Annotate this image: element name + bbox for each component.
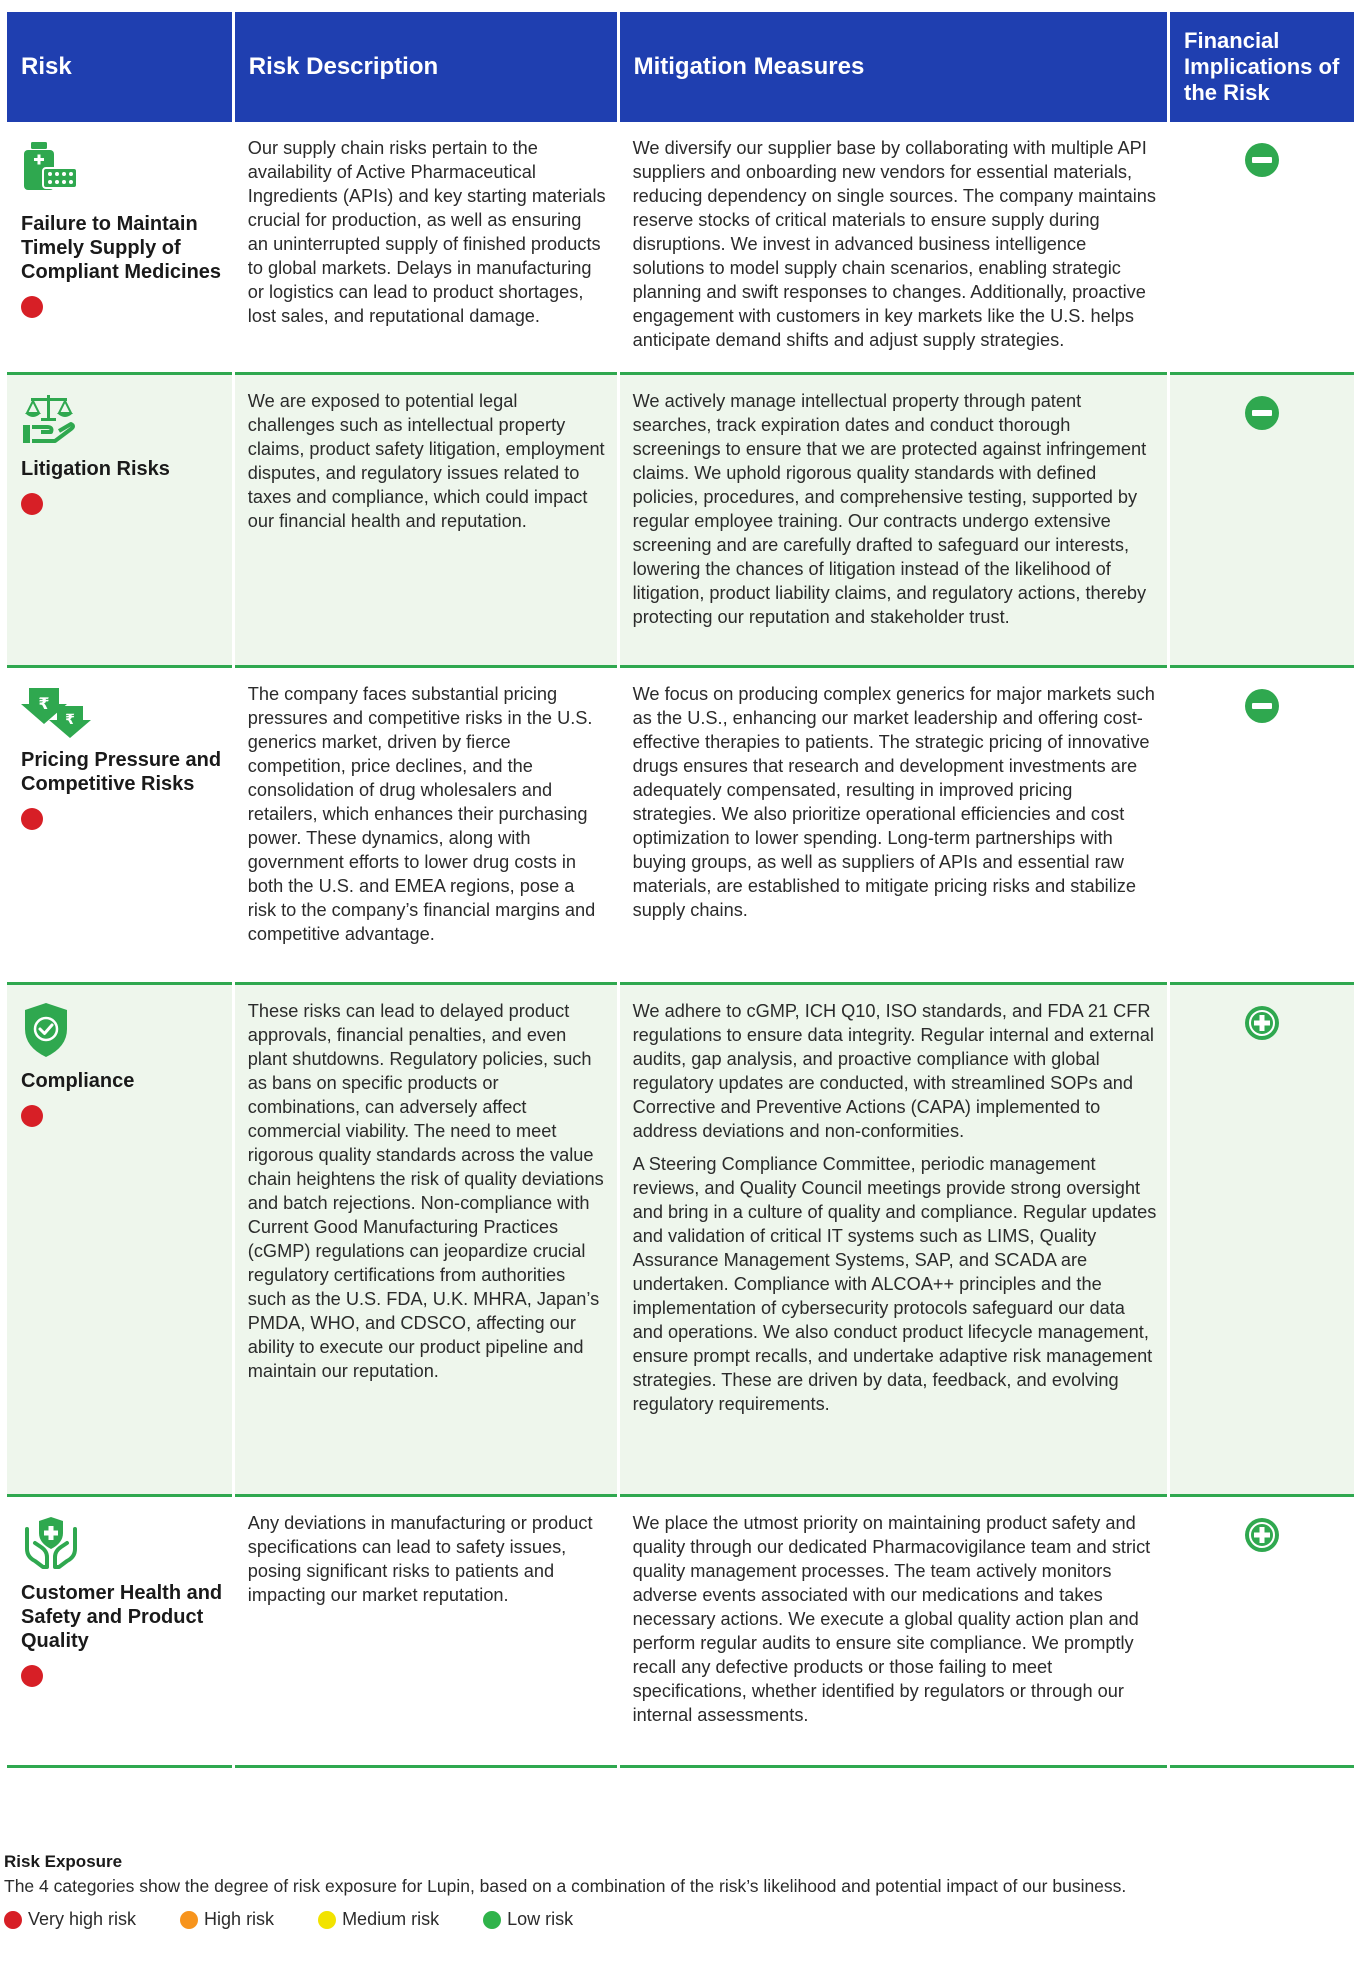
legend-items <box>4 1909 1357 1930</box>
plus-circle-icon <box>1244 1005 1280 1047</box>
mitigation-text: We actively manage intellectual property through patent searches, track expiration dates and conduct thorough screenings to ensure that we are protected against infringement claims. We uphold rigorous quality standards with defined policies, procedures, and comprehensive testing, supported by regular employee training. Our contracts undergo extensive screening and are carefully drafted to safeguard our interests, lowering the chances of litigation instead of the likelihood of litigation, product liability claims, and regulatory actions, thereby protecting our reputation and stakeholder trust. <box>632 391 1147 627</box>
risk-description: These risks can lead to delayed product approvals, financial penalties, and even plant shutdowns. Regulatory policies, such as bans on specific products or combinations, can adversely affect commercial viability. The need to meet rigorous quality standards across the value chain heightens the risk of quality deviations and batch rejections. Non-compliance with Current Good Manufacturing Practices (cGMP) regulations can jeopardize crucial regulatory certifications from authorities such as the U.S. FDA, U.K. MHRA, Japan’s PMDA, WHO, and CDSCO, affecting our ability to execute our product pipeline and maintain our reputation. <box>235 985 617 1497</box>
legend-label: Very high risk <box>28 1909 137 1929</box>
low-risk-dot <box>483 1911 501 1929</box>
risk-name: Compliance <box>21 1070 135 1092</box>
header-description: Risk Description <box>235 12 617 122</box>
medium-risk-dot <box>318 1911 336 1929</box>
legend-item-very-high <box>4 1909 136 1930</box>
risk-row-customer-health <box>7 1497 1354 1768</box>
svg-text:₹: ₹ <box>65 712 75 728</box>
risk-name: Failure to Maintain Timely Supply of Compliant Medicines <box>21 213 222 283</box>
hands-shield-icon <box>21 1513 232 1579</box>
svg-text:₹: ₹ <box>38 694 50 713</box>
legend-label: Medium risk <box>342 1909 440 1929</box>
header-row <box>7 12 1354 122</box>
header-risk: Risk <box>7 12 232 122</box>
legend-item-medium <box>318 1909 439 1930</box>
very-high-risk-dot <box>21 1105 43 1127</box>
legend-item-high <box>180 1909 274 1930</box>
risk-description: We are exposed to potential legal challenges such as intellectual property claims, product safety litigation, employment disputes, and regulatory issues related to taxes and compliance, which could impact our financial health and reputation. <box>235 375 617 668</box>
risk-name: Litigation Risks <box>21 458 170 480</box>
legend-label: High risk <box>204 1909 275 1929</box>
risk-row-pricing <box>7 668 1354 985</box>
very-high-risk-dot <box>21 808 43 830</box>
risk-description: The company faces substantial pricing pressures and competitive risks in the U.S. generics market, driven by fierce competition, price declines, and the consolidation of drug wholesalers and retailers, which enhances their purchasing power. These dynamics, along with government efforts to lower drug costs in both the U.S. and EMEA regions, pose a risk to the company’s financial margins and competitive advantage. <box>235 668 617 985</box>
plus-circle-icon <box>1244 1517 1280 1559</box>
risk-description: Any deviations in manufacturing or product specifications can lead to safety issues, posing significant risks to patients and impacting our market reputation. <box>235 1497 617 1768</box>
legend-description: The 4 categories show the degree of risk exposure for Lupin, based on a combination of the risk’s likelihood and potential impact of our business. <box>4 1876 1127 1896</box>
mitigation-text: A Steering Compliance Committee, periodic management reviews, and Quality Council meetings provide strong oversight and bring in a culture of quality and compliance. Regular updates and validation of critical IT systems such as LIMS, Quality Assurance Management Systems, SAP, and SCADA are undertaken. Compliance with ALCOA++ principles and the implementation of cybersecurity protocols safeguard our data and operations. We also conduct product lifecycle management, ensure prompt recalls, and undertake adaptive risk management strategies. These are driven by data, feedback, and evolving regulatory requirements. <box>632 1154 1157 1414</box>
medicine-bottle-icon <box>21 138 232 210</box>
risk-row-compliance <box>7 985 1354 1497</box>
header-financial: Financial Implications of the Risk <box>1170 12 1354 122</box>
legend-label: Low risk <box>507 1909 574 1929</box>
very-high-risk-dot <box>21 296 43 318</box>
legend-item-low <box>483 1909 573 1930</box>
very-high-risk-dot <box>21 1665 43 1687</box>
mitigation-text: We diversify our supplier base by collaborating with multiple API suppliers and onboarding new vendors for essential materials, reducing dependency on single sources. The company maintains reserve stocks of critical materials to ensure supply during disruptions. We invest in advanced business intelligence solutions to model supply chain scenarios, enabling strategic planning and swift responses to changes. Additionally, proactive engagement with customers in key markets like the U.S. helps anticipate demand shifts and adjust supply strategies. <box>632 138 1156 350</box>
risk-exposure-legend <box>4 1852 1357 1930</box>
mitigation-text: We place the utmost priority on maintaining product safety and quality through our dedicated Pharmacovigilance team and strict quality management processes. The team actively monitors adverse events associated with our medications and takes necessary actions. We execute a global quality action plan and perform regular audits to ensure site compliance. We promptly recall any defective products or those failing to meet specifications, whether identified by regulators or through our internal assessments. <box>632 1513 1151 1725</box>
risk-table <box>4 12 1357 1768</box>
very-high-risk-dot <box>21 493 43 515</box>
risk-name: Customer Health and Safety and Product Quality <box>21 1582 223 1652</box>
header-mitigation: Mitigation Measures <box>620 12 1167 122</box>
minus-circle-icon <box>1244 688 1280 730</box>
minus-circle-icon <box>1244 142 1280 184</box>
minus-circle-icon <box>1244 395 1280 437</box>
risk-name: Pricing Pressure and Competitive Risks <box>21 749 222 795</box>
very-high-risk-dot <box>4 1911 22 1929</box>
scales-hand-icon <box>21 391 232 455</box>
legend-title: Risk Exposure <box>4 1852 123 1871</box>
risk-row-supply <box>7 122 1354 375</box>
mitigation-text: We focus on producing complex generics for major markets such as the U.S., enhancing our market leadership and offering cost-effective therapies to patients. The strategic pricing of innovative drugs ensures that research and development investments are adequately compensated, resulting in improved pricing strategies. We also prioritize operational efficiencies and cost optimization to lower spending. Long-term partnerships with buying groups, as well as suppliers of APIs and essential raw materials, are established to mitigate pricing risks and stabilize supply chains. <box>632 684 1155 920</box>
mitigation-text: We adhere to cGMP, ICH Q10, ISO standards, and FDA 21 CFR regulations to ensure data integrity. Regular internal and external audits, gap analysis, and proactive compliance with global regulatory updates are conducted, with streamlined SOPs and Corrective and Preventive Actions (CAPA) implemented to address deviations and non-conformities. <box>632 1001 1154 1141</box>
risk-row-litigation <box>7 375 1354 668</box>
rupee-down-icon <box>21 684 232 746</box>
high-risk-dot <box>180 1911 198 1929</box>
shield-check-icon <box>21 1001 232 1067</box>
risk-description: Our supply chain risks pertain to the availability of Active Pharmaceutical Ingredients (APIs) and key starting materials crucial for production, as well as ensuring an uninterrupted supply of finished products to global markets. Delays in manufacturing or logistics can lead to product shortages, lost sales, and reputational damage. <box>235 122 617 375</box>
